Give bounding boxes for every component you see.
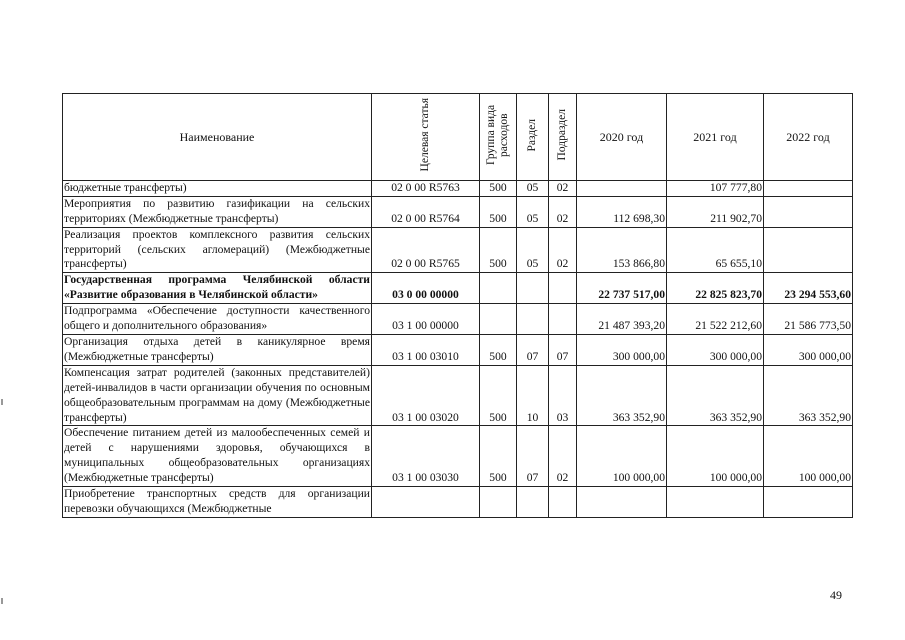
row-code: 03 1 00 00000 <box>372 304 480 335</box>
row-group: 500 <box>480 227 517 273</box>
table-row <box>63 487 853 518</box>
row-code: 03 1 00 03010 <box>372 334 480 365</box>
row-2021: 211 902,70 <box>667 196 764 227</box>
row-group <box>480 304 517 335</box>
row-name: Государственная программа Челябинской области «Развитие образования в Челябинской области» <box>63 273 372 304</box>
row-2020: 300 000,00 <box>577 334 667 365</box>
row-code <box>372 487 480 518</box>
table-row <box>63 334 853 365</box>
row-name: Обеспечение питанием детей из малообеспеченных семей и детей с нарушениями здоровья, обучающихся в муниципальных общеобразовательных организациях (Межбюджетные трансферты) <box>63 426 372 487</box>
row-group <box>480 273 517 304</box>
row-2020: 112 698,30 <box>577 196 667 227</box>
row-2020: 153 866,80 <box>577 227 667 273</box>
row-2022: 363 352,90 <box>764 365 853 426</box>
row-2022 <box>764 180 853 196</box>
row-2021: 100 000,00 <box>667 426 764 487</box>
row-sub: 02 <box>549 180 577 196</box>
header-target: Целевая статья <box>372 94 480 181</box>
row-2021: 65 655,10 <box>667 227 764 273</box>
row-section: 05 <box>517 196 549 227</box>
row-2022: 100 000,00 <box>764 426 853 487</box>
row-2022 <box>764 196 853 227</box>
row-2021: 21 522 212,60 <box>667 304 764 335</box>
row-2022: 21 586 773,50 <box>764 304 853 335</box>
row-name: бюджетные трансферты) <box>63 180 372 196</box>
row-2021: 300 000,00 <box>667 334 764 365</box>
row-group: 500 <box>480 196 517 227</box>
row-code: 02 0 00 R5763 <box>372 180 480 196</box>
row-sub <box>549 273 577 304</box>
row-2020 <box>577 180 667 196</box>
row-name: Реализация проектов комплексного развития сельских территорий (сельских агломераций) (Межбюджетные трансферты) <box>63 227 372 273</box>
row-2020: 22 737 517,00 <box>577 273 667 304</box>
row-name: Компенсация затрат родителей (законных представителей) детей-инвалидов в части организации обучения по основным общеобразовательным программам на дому (Межбюджетные трансферты) <box>63 365 372 426</box>
row-sub: 02 <box>549 227 577 273</box>
row-name: Мероприятия по развитию газификации на сельских территориях (Межбюджетные трансферты) <box>63 196 372 227</box>
row-section: 07 <box>517 426 549 487</box>
row-2021: 22 825 823,70 <box>667 273 764 304</box>
row-2021 <box>667 487 764 518</box>
budget-table <box>62 93 853 518</box>
row-sub: 03 <box>549 365 577 426</box>
table-row-program <box>63 273 853 304</box>
row-sub <box>549 487 577 518</box>
header-2020: 2020 год <box>577 94 667 181</box>
row-sub: 02 <box>549 196 577 227</box>
row-2022: 300 000,00 <box>764 334 853 365</box>
table-header-row <box>63 94 853 181</box>
table-row <box>63 180 853 196</box>
scan-edge-mark <box>1 399 3 405</box>
header-subsection: Подраздел <box>549 94 577 181</box>
table-row <box>63 304 853 335</box>
row-section <box>517 273 549 304</box>
table-row <box>63 227 853 273</box>
row-2020 <box>577 487 667 518</box>
row-name: Приобретение транспортных средств для организации перевозки обучающихся (Межбюджетные <box>63 487 372 518</box>
header-group: Группа вида расходов <box>480 94 517 181</box>
row-sub: 02 <box>549 426 577 487</box>
row-code: 02 0 00 R5764 <box>372 196 480 227</box>
header-2021: 2021 год <box>667 94 764 181</box>
row-sub <box>549 304 577 335</box>
header-2022: 2022 год <box>764 94 853 181</box>
row-2020: 21 487 393,20 <box>577 304 667 335</box>
row-group: 500 <box>480 180 517 196</box>
row-name: Подпрограмма «Обеспечение доступности качественного общего и дополнительного образования» <box>63 304 372 335</box>
row-2020: 363 352,90 <box>577 365 667 426</box>
row-name: Организация отдыха детей в каникулярное время (Межбюджетные трансферты) <box>63 334 372 365</box>
page-number: 49 <box>830 588 842 602</box>
table-row <box>63 426 853 487</box>
row-2022 <box>764 227 853 273</box>
row-code: 02 0 00 R5765 <box>372 227 480 273</box>
row-code: 03 1 00 03030 <box>372 426 480 487</box>
row-section: 07 <box>517 334 549 365</box>
row-2022 <box>764 487 853 518</box>
header-section: Раздел <box>517 94 549 181</box>
table-row <box>63 196 853 227</box>
row-section: 10 <box>517 365 549 426</box>
row-sub: 07 <box>549 334 577 365</box>
row-code: 03 1 00 03020 <box>372 365 480 426</box>
row-2021: 363 352,90 <box>667 365 764 426</box>
row-code: 03 0 00 00000 <box>372 273 480 304</box>
row-group: 500 <box>480 334 517 365</box>
row-group: 500 <box>480 365 517 426</box>
row-2020: 100 000,00 <box>577 426 667 487</box>
row-section: 05 <box>517 180 549 196</box>
row-2021: 107 777,80 <box>667 180 764 196</box>
row-section <box>517 304 549 335</box>
row-section <box>517 487 549 518</box>
scan-edge-mark <box>1 598 3 604</box>
row-group: 500 <box>480 426 517 487</box>
row-section: 05 <box>517 227 549 273</box>
header-name: Наименование <box>63 94 372 181</box>
table-row <box>63 365 853 426</box>
row-group <box>480 487 517 518</box>
row-2022: 23 294 553,60 <box>764 273 853 304</box>
